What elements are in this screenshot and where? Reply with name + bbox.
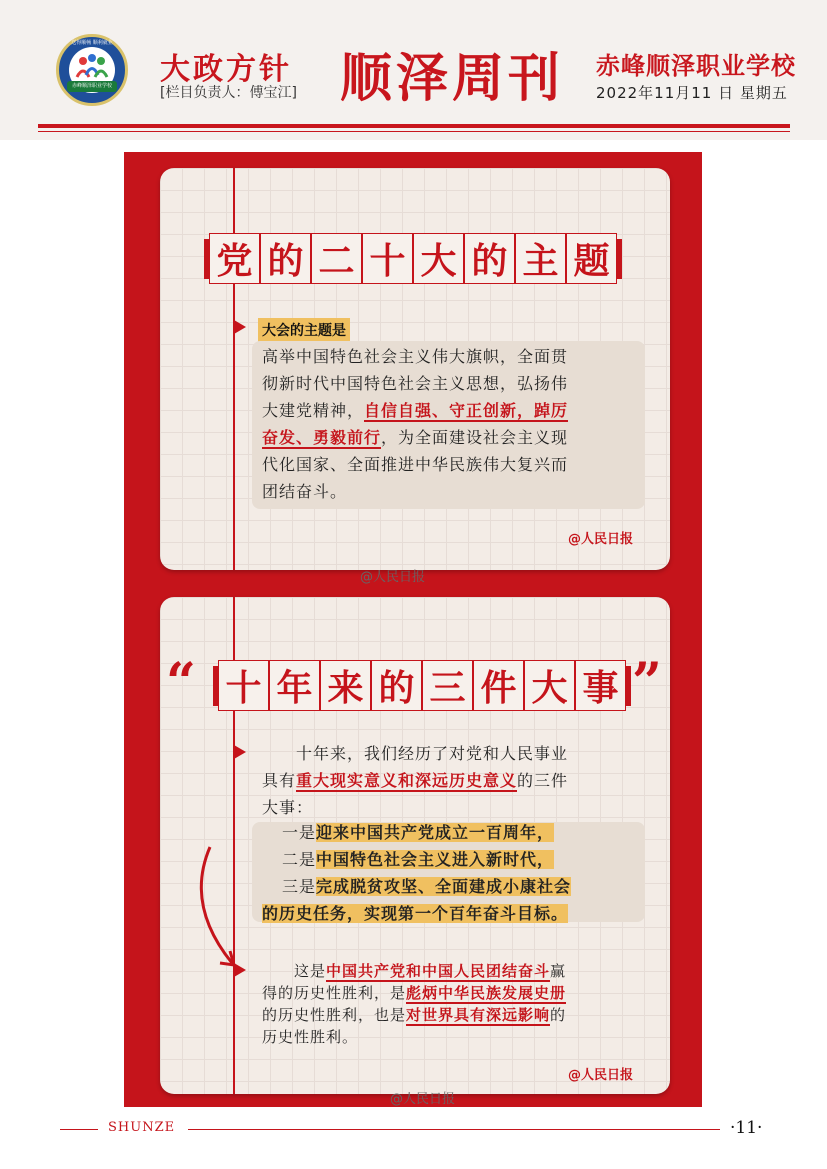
text-line (262, 794, 647, 821)
page-number: ·11· (730, 1118, 763, 1138)
body-text: 赢 (550, 962, 567, 980)
text-line (262, 740, 647, 767)
curved-arrow-icon (190, 845, 250, 975)
footer-rule-left (60, 1129, 98, 1130)
body-text: 历史性胜利。 (262, 1028, 359, 1046)
emphasis-text: 对世界具有深远影响 (406, 1006, 551, 1024)
body-text: 得的历史性胜利，是 (262, 984, 407, 1002)
text-line (262, 370, 647, 397)
event-ordinal: 三是 (282, 877, 317, 896)
title-char: 来 (320, 660, 371, 711)
event-ordinal: 二是 (282, 850, 317, 869)
issue-date: 2022年11月11 日 星期五 (596, 84, 788, 102)
body-text: ，为全面建设社会主义现 (381, 428, 569, 447)
body-text: 大建党精神， (262, 401, 365, 420)
body-text: 这是 (262, 962, 327, 980)
body-text: 团结奋斗。 (262, 482, 348, 501)
body-text: 的 (550, 1006, 567, 1024)
title-bar-right (617, 239, 622, 279)
title-char: 三 (422, 660, 473, 711)
closing-paragraph (262, 960, 647, 1048)
title-char: 十 (218, 660, 269, 711)
bullet-arrow-icon (234, 745, 246, 759)
text-line (262, 982, 647, 1004)
card-margin-line (233, 168, 235, 570)
emphasis-text: 自信自强、守正创新，踔厉 (364, 401, 569, 420)
theme-subhead: 大会的主题是 (258, 318, 350, 342)
title-char: 事 (575, 660, 626, 711)
school-name: 赤峰顺泽职业学校 (596, 52, 796, 80)
weibo-credit: @人民日报 (360, 570, 426, 585)
bullet-arrow-icon (234, 963, 246, 977)
peoples-daily-watermark: @人民日报 (568, 532, 634, 547)
events-intro (262, 740, 647, 821)
text-line (262, 424, 647, 451)
title-char: 党 (209, 233, 260, 284)
emphasis-text: 彪炳中华民族发展史册 (406, 984, 567, 1002)
card-title-theme (204, 233, 622, 284)
close-quote: ” (632, 652, 662, 713)
title-char: 的 (371, 660, 422, 711)
text-line (262, 767, 647, 794)
event-text: 中国特色社会主义进入新时代， (316, 850, 555, 869)
event-text: 迎来中国共产党成立一百周年， (316, 823, 555, 842)
text-line (262, 1004, 647, 1026)
card-title-events (213, 660, 631, 711)
title-char: 主 (515, 233, 566, 284)
text-line (262, 397, 647, 424)
events-list (262, 819, 647, 927)
title-char: 件 (473, 660, 524, 711)
logo-band: 赤峰顺泽职业学校 (67, 81, 117, 92)
body-text: 大事： (262, 798, 314, 817)
body-text: 十年来，我们经历了对党和人民事业 (262, 744, 569, 763)
peoples-daily-watermark: @人民日报 (568, 1068, 634, 1083)
emphasis-text: 重大现实意义和深远历史意义 (296, 771, 518, 790)
body-text: 代化国家、全面推进中华民族伟大复兴而 (262, 455, 569, 474)
body-text: 具有 (262, 771, 297, 790)
theme-paragraph (262, 343, 647, 505)
event-item (262, 819, 647, 846)
text-line (262, 960, 647, 982)
title-char: 十 (362, 233, 413, 284)
title-char: 的 (464, 233, 515, 284)
text-line (262, 343, 647, 370)
column-title: 大政方针 (160, 52, 292, 87)
column-owner: [栏目负责人：傅宝江] (160, 85, 297, 101)
emphasis-text: 奋发、勇毅前行 (262, 428, 382, 447)
emphasis-text: 中国共产党和中国人民团结奋斗 (326, 962, 551, 980)
event-text: 的历史任务，实现第一个百年奋斗目标。 (262, 904, 569, 923)
weibo-credit: @人民日报 (390, 1092, 456, 1107)
footer-rule (188, 1129, 720, 1130)
body-text: 的三件 (517, 771, 569, 790)
event-text: 完成脱贫攻坚、全面建成小康社会 (316, 877, 572, 896)
title-char: 大 (413, 233, 464, 284)
body-text: 彻新时代中国特色社会主义思想，弘扬伟 (262, 374, 569, 393)
event-item (262, 846, 647, 873)
title-char: 题 (566, 233, 617, 284)
footer-brand: SHUNZE (108, 1120, 176, 1135)
open-quote: “ (166, 652, 196, 713)
event-ordinal: 一是 (282, 823, 317, 842)
title-bar-right (626, 666, 631, 706)
school-logo (56, 34, 128, 106)
magazine-title: 顺泽周刊 (340, 48, 565, 109)
title-char: 大 (524, 660, 575, 711)
body-text: 的历史性胜利，也是 (262, 1006, 407, 1024)
body-text: 高举中国特色社会主义伟大旗帜，全面贯 (262, 347, 569, 366)
header-rule (38, 124, 790, 128)
event-item (262, 873, 647, 900)
text-line (262, 1026, 647, 1048)
event-item (262, 900, 647, 927)
text-line (262, 451, 647, 478)
logo-motto: 送得顺畅 顺利就业 (71, 40, 113, 46)
title-char: 二 (311, 233, 362, 284)
text-line (262, 478, 647, 505)
header-rule-thin (38, 131, 790, 132)
title-char: 年 (269, 660, 320, 711)
title-char: 的 (260, 233, 311, 284)
bullet-arrow-icon (234, 320, 246, 334)
